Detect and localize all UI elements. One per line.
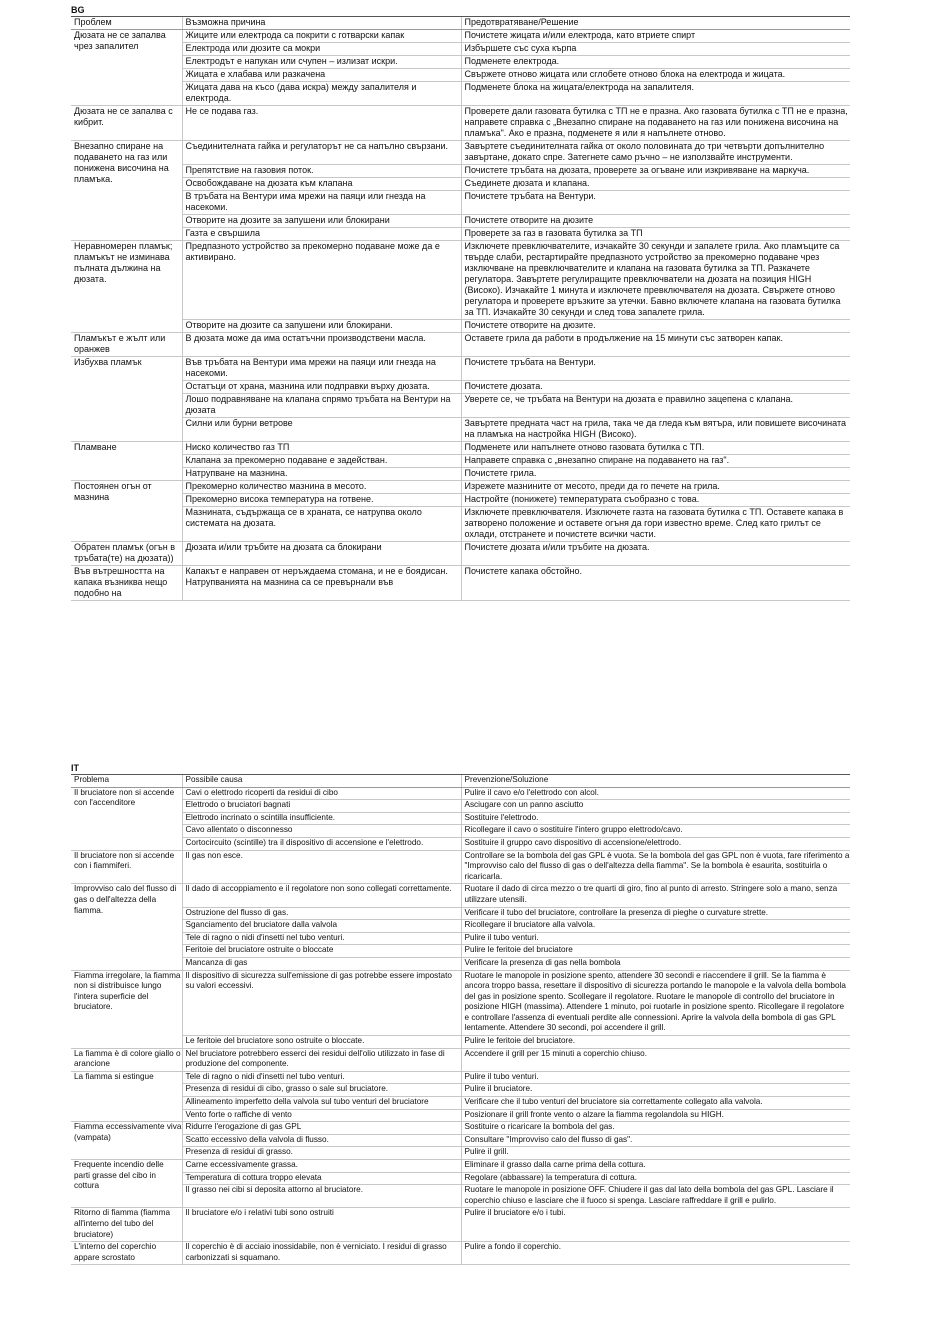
table-row: [71, 1036, 850, 1049]
table-row: [71, 884, 850, 907]
table-row: [71, 241, 850, 320]
cause-cell: Капакът е направен от неръждаема стомана, и не е боядисан. Натрупванията на мазнина са се превърнали във: [182, 566, 461, 601]
cause-cell: Il grasso nei cibi si deposita attorno al bruciatore.: [182, 1185, 461, 1208]
cause-cell: Жицата дава на късо (дава искра) между запалителя и електрода.: [182, 82, 461, 106]
cause-cell: Temperatura di cottura troppo elevata: [182, 1172, 461, 1185]
solution-cell: Изключете превключвателя. Изключете газта на газовата бутилка с ТП. Оставете капака в затворено положение и оставете огъня да гори известно време. След като грилът се охлади, отстранете и почистете всички части.: [461, 507, 850, 542]
problem-cell: Дюзата не се запалва чрез запалител: [71, 30, 182, 106]
table-row: [71, 418, 850, 442]
solution-cell: Подменете електрода.: [461, 56, 850, 69]
cause-cell: В дюзата може да има остатъчни производствени масла.: [182, 333, 461, 357]
solution-cell: Проверете за газ в газовата бутилка за ТП: [461, 228, 850, 241]
problem-cell: Improvviso calo del flusso di gas o dell'altezza della fiamma.: [71, 884, 182, 970]
cause-cell: Scatto eccessivo della valvola di flusso.: [182, 1134, 461, 1147]
cause-cell: Allineamento imperfetto della valvola sul tubo venturi del bruciatore: [182, 1097, 461, 1110]
table-row: [71, 320, 850, 333]
table-header-row: [71, 17, 850, 30]
header-cause: Възможна причина: [182, 17, 461, 30]
solution-cell: Подменете блока на жицата/електрода на запалителя.: [461, 82, 850, 106]
table-row: [71, 394, 850, 418]
solution-cell: Уверете се, че тръбата на Вентури на дюзата е правилно зацепена с клапана.: [461, 394, 850, 418]
solution-cell: Regolare (abbassare) la temperatura di cottura.: [461, 1172, 850, 1185]
table-row: [71, 566, 850, 601]
problem-cell: L'interno del coperchio appare scrostato: [71, 1242, 182, 1265]
cause-cell: Силни или бурни ветрове: [182, 418, 461, 442]
solution-cell: Изключете превключвателите, изчакайте 30 секунди и запалете грила. Ако пламъците са твърде слаби, рестартирайте предпазното устройство за прекомерно подаване чрез изключване на превключвателите и клапана на газовата бутилка за ТП. Разкачете регулатора. Завъртете регулиращите превключватели на дюзата на позиция HIGH (Високо). Изчакайте 1 минута и изключете превключвателя на дюзата. Свържете отново регулатора и проверете връзките за утечки. Бавно включете клапана на газовата бутилка за ТП. Изчакайте 30 секунди и след това запалете грила.: [461, 241, 850, 320]
cause-cell: В тръбата на Вентури има мрежи на паяци или гнезда на насекоми.: [182, 191, 461, 215]
cause-cell: Дюзата и/или тръбите на дюзата са блокирани: [182, 542, 461, 566]
solution-cell: Почистете тръбата на Вентури.: [461, 357, 850, 381]
cause-cell: Мазнината, съдържаща се в храната, се натрупва около системата на дюзата.: [182, 507, 461, 542]
cause-cell: Прекомерно количество мазнина в месото.: [182, 481, 461, 494]
solution-cell: Настройте (понижете) температурата съобразно с това.: [461, 494, 850, 507]
table-row: [71, 837, 850, 850]
cause-cell: Клапана за прекомерно подаване е задействан.: [182, 455, 461, 468]
solution-cell: Pulire le feritoie del bruciatore: [461, 945, 850, 958]
cause-cell: Il bruciatore e/o i relativi tubi sono ostruiti: [182, 1208, 461, 1242]
cause-cell: Il dispositivo di sicurezza sull'emissione di gas potrebbe essere impostato su valori eccessivi.: [182, 970, 461, 1036]
solution-cell: Consultare "Improvviso calo del flusso di gas".: [461, 1134, 850, 1147]
solution-cell: Завъртете съединителната гайка от около половината до три четвърти допълнително завъртане, докато спре. Затегнете само ръчно – не използвайте инструменти.: [461, 141, 850, 165]
solution-cell: Почистете дюзата и/или тръбите на дюзата.: [461, 542, 850, 566]
solution-cell: Почистете дюзата.: [461, 381, 850, 394]
table-row: [71, 907, 850, 920]
cause-cell: Cavo allentato o disconnesso: [182, 825, 461, 838]
troubleshooting-table: [71, 775, 850, 1265]
table-row: [71, 468, 850, 481]
table-row: [71, 82, 850, 106]
cause-cell: Жицата е хлабава или разкачена: [182, 69, 461, 82]
problem-cell: Неравномерен пламък; пламъкът не изминава пълната дължина на дюзата.: [71, 241, 182, 333]
table-row: [71, 1109, 850, 1122]
table-row: [71, 1185, 850, 1208]
header-problem: Problema: [71, 775, 182, 787]
problem-cell: Постоянен огън от мазнина: [71, 481, 182, 542]
cause-cell: Mancanza di gas: [182, 957, 461, 970]
problem-cell: Il bruciatore non si accende con i fiammiferi.: [71, 850, 182, 884]
cause-cell: Presenza di residui di cibo, grasso o sale sul bruciatore.: [182, 1084, 461, 1097]
solution-cell: Почистете грила.: [461, 468, 850, 481]
cause-cell: Cavi o elettrodo ricoperti da residui di cibo: [182, 787, 461, 800]
table-row: [71, 542, 850, 566]
solution-cell: Завъртете предната част на грила, така че да гледа към вятъра, или повишете височината на пламъка на настройка HIGH (Високо).: [461, 418, 850, 442]
cause-cell: Tele di ragno o nidi d'insetti nel tubo venturi.: [182, 1071, 461, 1084]
cause-cell: Nel bruciatore potrebbero esserci dei residui dell'olio utilizzato in fase di produzione del componente.: [182, 1048, 461, 1071]
language-tag: IT: [71, 762, 850, 775]
problem-cell: Обратен пламък (огън в тръбата(те) на дюзата)): [71, 542, 182, 566]
solution-cell: Verificare il tubo del bruciatore, controllare la presenza di pieghe o curvature strette.: [461, 907, 850, 920]
cause-cell: Прекомерно висока температура на готвене.: [182, 494, 461, 507]
solution-cell: Eliminare il grasso dalla carne prima della cottura.: [461, 1160, 850, 1173]
solution-cell: Ricollegare il bruciatore alla valvola.: [461, 920, 850, 933]
problem-cell: Дюзата не се запалва с кибрит.: [71, 106, 182, 141]
table-header-row: [71, 775, 850, 787]
table-row: [71, 800, 850, 813]
cause-cell: Жиците или електрода са покрити с готварски капак: [182, 30, 461, 43]
solution-cell: Posizionare il grill fronte vento o alzare la fiamma regolandola su HIGH.: [461, 1109, 850, 1122]
cause-cell: Освобождаване на дюзата към клапана: [182, 178, 461, 191]
cause-cell: Il gas non esce.: [182, 850, 461, 884]
solution-cell: Pulire le feritoie del bruciatore.: [461, 1036, 850, 1049]
cause-cell: Препятствие на газовия поток.: [182, 165, 461, 178]
solution-cell: Направете справка с „внезапно спиране на подаването на газ".: [461, 455, 850, 468]
cause-cell: Лошо подравняване на клапана спрямо тръбата на Вентури на дюзата: [182, 394, 461, 418]
problem-cell: Във вътрешността на капака възниква нещо подобно на: [71, 566, 182, 601]
solution-cell: Sostituire l'elettrodo.: [461, 812, 850, 825]
solution-cell: Почистете отворите на дюзите: [461, 215, 850, 228]
solution-cell: Pulire il tubo venturi.: [461, 1071, 850, 1084]
table-row: [71, 1048, 850, 1071]
problem-cell: Il bruciatore non si accende con l'accenditore: [71, 787, 182, 850]
cause-cell: Sganciamento del bruciatore dalla valvola: [182, 920, 461, 933]
table-row: [71, 850, 850, 884]
cause-cell: Натрупване на мазнина.: [182, 468, 461, 481]
solution-cell: Ruotare il dado di circa mezzo o tre quarti di giro, fino al punto di arresto. Stringere solo a mano, senza utilizzare utensili.: [461, 884, 850, 907]
header-solution: Предотвратяване/Решение: [461, 17, 850, 30]
problem-cell: La fiamma si estingue: [71, 1071, 182, 1121]
table-row: [71, 481, 850, 494]
problem-cell: Избухва пламък: [71, 357, 182, 442]
solution-cell: Verificare la presenza di gas nella bombola: [461, 957, 850, 970]
troubleshooting-section-it: [71, 762, 850, 1265]
problem-cell: Fiamma eccessivamente viva (vampata): [71, 1122, 182, 1160]
solution-cell: Controllare se la bombola del gas GPL è vuota. Se la bombola del gas GPL non è vuota, fare riferimento a "Improvviso calo del flusso di gas o dell'altezza della fiamma". Se la bombola è esaurita, sostituirla o ricaricarla.: [461, 850, 850, 884]
table-row: [71, 191, 850, 215]
problem-cell: La fiamma è di colore giallo o arancione: [71, 1048, 182, 1071]
solution-cell: Pulire il cavo e/o l'elettrodo con alcol.: [461, 787, 850, 800]
solution-cell: Изрежете мазнините от месото, преди да го печете на грила.: [461, 481, 850, 494]
table-row: [71, 1242, 850, 1265]
cause-cell: Отворите на дюзите са запушени или блокирани.: [182, 320, 461, 333]
problem-cell: Пламъкът е жълт или оранжев: [71, 333, 182, 357]
cause-cell: Vento forte o raffiche di vento: [182, 1109, 461, 1122]
cause-cell: Газта е свършила: [182, 228, 461, 241]
table-row: [71, 1208, 850, 1242]
cause-cell: Le feritoie del bruciatore sono ostruite o bloccate.: [182, 1036, 461, 1049]
cause-cell: Elettrodo incrinato o scintilla insufficiente.: [182, 812, 461, 825]
cause-cell: Ostruzione del flusso di gas.: [182, 907, 461, 920]
cause-cell: Съединителната гайка и регулаторът не са напълно свързани.: [182, 141, 461, 165]
problem-cell: Ritorno di fiamma (fiamma all'interno del tubo del bruciatore): [71, 1208, 182, 1242]
solution-cell: Почистете тръбата на дюзата, проверете за огъване или изкривяване на маркуча.: [461, 165, 850, 178]
cause-cell: Отворите на дюзите за запушени или блокирани: [182, 215, 461, 228]
solution-cell: Почистете отворите на дюзите.: [461, 320, 850, 333]
cause-cell: Ridurre l'erogazione di gas GPL: [182, 1122, 461, 1135]
language-tag: BG: [71, 4, 850, 17]
table-row: [71, 381, 850, 394]
header-problem: Проблем: [71, 17, 182, 30]
table-row: [71, 1097, 850, 1110]
solution-cell: Sostituire il gruppo cavo dispositivo di accensione/elettrodo.: [461, 837, 850, 850]
solution-cell: Оставете грила да работи в продължение на 15 минути със затворен капак.: [461, 333, 850, 357]
table-row: [71, 970, 850, 1036]
table-row: [71, 920, 850, 933]
solution-cell: Pulire a fondo il coperchio.: [461, 1242, 850, 1265]
troubleshooting-table: [71, 17, 850, 601]
troubleshooting-section-bg: [71, 4, 850, 746]
solution-cell: Ruotare le manopole in posizione spento, attendere 30 secondi e riaccendere il grill. Se la fiamma è ancora troppo bassa, resettare il dispositivo di sicurezza portando le manopole e la valvola della bombola del gas in posizione spento. Scollegare il regolatore. Ruotare le manopole di controllo del bruciatore in posizione HIGH (massima). Attendere 1 minuto, poi ruotarle in posizione spento. Ricollegare il regolatore e controllare l'assenza di eventuali perdite alle connessioni. Aprire la valvola della bombola di gas GPL lentamente. Attendere 30 secondi, poi accendere il grill.: [461, 970, 850, 1036]
table-row: [71, 69, 850, 82]
solution-cell: Съединете дюзата и клапана.: [461, 178, 850, 191]
table-row: [71, 1071, 850, 1084]
table-row: [71, 442, 850, 455]
problem-cell: Fiamma irregolare, la fiamma non si distribuisce lungo l'intera superficie del bruciatore.: [71, 970, 182, 1048]
header-solution: Prevenzione/Soluzione: [461, 775, 850, 787]
solution-cell: Asciugare con un panno asciutto: [461, 800, 850, 813]
solution-cell: Ricollegare il cavo o sostituire l'intero gruppo elettrodo/cavo.: [461, 825, 850, 838]
header-cause: Possibile causa: [182, 775, 461, 787]
cause-cell: Presenza di residui di grasso.: [182, 1147, 461, 1160]
cause-cell: Tele di ragno o nidi d'insetti nel tubo venturi.: [182, 932, 461, 945]
solution-cell: Pulire il tubo venturi.: [461, 932, 850, 945]
table-row: [71, 43, 850, 56]
problem-cell: Пламване: [71, 442, 182, 481]
table-row: [71, 30, 850, 43]
table-row: [71, 165, 850, 178]
table-row: [71, 1134, 850, 1147]
table-row: [71, 357, 850, 381]
cause-cell: Електрода или дюзите са мокри: [182, 43, 461, 56]
table-row: [71, 215, 850, 228]
table-row: [71, 957, 850, 970]
cause-cell: Feritoie del bruciatore ostruite o bloccate: [182, 945, 461, 958]
solution-cell: Pulire il bruciatore.: [461, 1084, 850, 1097]
table-row: [71, 494, 850, 507]
solution-cell: Свържете отново жицата или сглобете отново блока на електрода и жицата.: [461, 69, 850, 82]
cause-cell: Във тръбата на Вентури има мрежи на паяци или гнезда на насекоми.: [182, 357, 461, 381]
solution-cell: Pulire il grill.: [461, 1147, 850, 1160]
table-row: [71, 141, 850, 165]
table-row: [71, 1160, 850, 1173]
cause-cell: Не се подава газ.: [182, 106, 461, 141]
solution-cell: Избършете със суха кърпа: [461, 43, 850, 56]
solution-cell: Verificare che il tubo venturi del bruciatore sia correttamente collegato alla valvola.: [461, 1097, 850, 1110]
table-row: [71, 455, 850, 468]
cause-cell: Il dado di accoppiamento e il regolatore non sono collegati correttamente.: [182, 884, 461, 907]
problem-cell: Внезапно спиране на подаването на газ или понижена височина на пламъка.: [71, 141, 182, 241]
cause-cell: Cortocircuito (scintille) tra il dispositivo di accensione e l'elettrodo.: [182, 837, 461, 850]
cause-cell: Carne eccessivamente grassa.: [182, 1160, 461, 1173]
table-row: [71, 932, 850, 945]
solution-cell: Sostituire o ricaricare la bombola del gas.: [461, 1122, 850, 1135]
table-row: [71, 1122, 850, 1135]
solution-cell: Почистете жицата и/или електрода, като втриете спирт: [461, 30, 850, 43]
solution-cell: Проверете дали газовата бутилка с ТП не е празна. Ако газовата бутилка с ТП не е празна, направете справка с „Внезапно спиране на подаването на газ или понижена височина на пламъка". Ако е празна, подменете я или я напълнете отново.: [461, 106, 850, 141]
table-row: [71, 1172, 850, 1185]
table-row: [71, 825, 850, 838]
table-row: [71, 945, 850, 958]
table-row: [71, 106, 850, 141]
cause-cell: Предпазното устройство за прекомерно подаване може да е активирано.: [182, 241, 461, 320]
cause-cell: Остатъци от храна, мазнина или подправки върху дюзата.: [182, 381, 461, 394]
solution-cell: Pulire il bruciatore e/o i tubi.: [461, 1208, 850, 1242]
cause-cell: Il coperchio è di acciaio inossidabile, non è verniciato. I residui di grasso carbonizzati si squamano.: [182, 1242, 461, 1265]
table-row: [71, 56, 850, 69]
table-row: [71, 787, 850, 800]
cause-cell: Elettrodo o bruciatori bagnati: [182, 800, 461, 813]
solution-cell: Почистете капака обстойно.: [461, 566, 850, 601]
table-row: [71, 178, 850, 191]
table-row: [71, 1084, 850, 1097]
cause-cell: Ниско количество газ ТП: [182, 442, 461, 455]
problem-cell: Frequente incendio delle parti grasse del cibo in cottura: [71, 1160, 182, 1208]
solution-cell: Ruotare le manopole in posizione OFF. Chiudere il gas dal lato della bombola del gas GPL. Lasciare il coperchio chiuso e lasciare che il fuoco si spenga. Lasciare raffreddare il grill e pulirlo.: [461, 1185, 850, 1208]
table-row: [71, 507, 850, 542]
table-row: [71, 812, 850, 825]
solution-cell: Подменете или напълнете отново газовата бутилка с ТП.: [461, 442, 850, 455]
cause-cell: Електродът е напукан или счупен – излизат искри.: [182, 56, 461, 69]
table-row: [71, 1147, 850, 1160]
solution-cell: Почистете тръбата на Вентури.: [461, 191, 850, 215]
solution-cell: Accendere il grill per 15 minuti a coperchio chiuso.: [461, 1048, 850, 1071]
table-row: [71, 228, 850, 241]
table-row: [71, 333, 850, 357]
